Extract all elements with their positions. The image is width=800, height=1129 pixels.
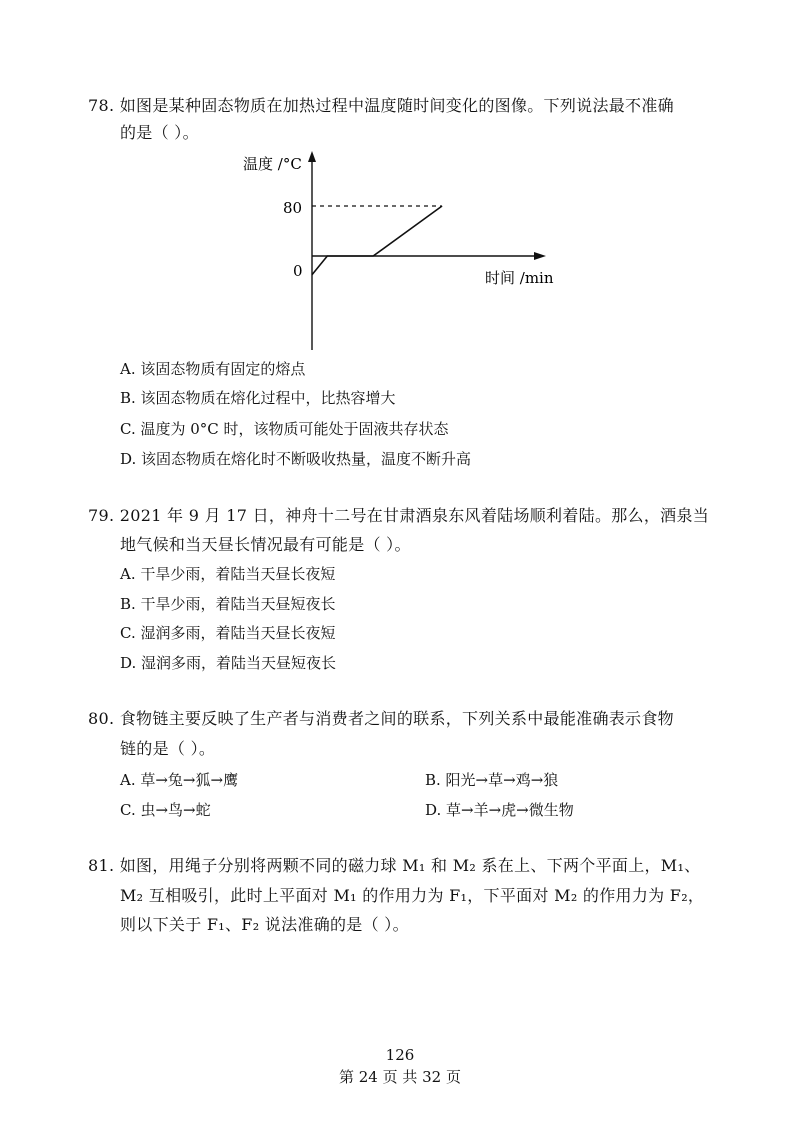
q78-line2: 的是（ ）。 bbox=[120, 123, 199, 142]
q79-number: 79. bbox=[88, 506, 115, 525]
x-axis-arrow-icon bbox=[534, 252, 546, 260]
q79-option-a[interactable]: A. 干旱少雨，着陆当天昼长夜短 bbox=[120, 565, 336, 583]
temperature-curve bbox=[312, 206, 442, 275]
q81-number: 81. bbox=[88, 856, 115, 875]
q81-line3: 则以下关于 F₁、F₂ 说法准确的是（ ）。 bbox=[120, 915, 409, 934]
q78-option-b[interactable]: B. 该固态物质在熔化过程中，比热容增大 bbox=[120, 389, 396, 407]
q78-option-a[interactable]: A. 该固态物质有固定的熔点 bbox=[120, 360, 306, 378]
q79-option-c[interactable]: C. 湿润多雨，着陆当天昼长夜短 bbox=[120, 624, 336, 642]
q79-option-b[interactable]: B. 干旱少雨，着陆当天昼短夜长 bbox=[120, 595, 336, 613]
tick-label-0: 0 bbox=[293, 262, 303, 280]
q79-line1: 79. 2021 年 9 月 17 日，神舟十二号在甘肃酒泉东风着陆场顺利着陆。那么，酒泉当 bbox=[88, 506, 710, 525]
q81-line1: 81. 如图，用绳子分别将两颗不同的磁力球 M₁ 和 M₂ 系在上、下两个平面上，M₁、 bbox=[88, 856, 701, 875]
q80-line1: 80. 食物链主要反映了生产者与消费者之间的联系，下列关系中最能准确表示食物 bbox=[88, 709, 674, 728]
tick-label-80: 80 bbox=[283, 199, 303, 217]
q80-option-a[interactable]: A. 草→兔→狐→鹰 bbox=[120, 771, 239, 789]
q80-line2: 链的是（ ）。 bbox=[120, 739, 216, 758]
q78-number: 78. bbox=[88, 96, 115, 115]
x-axis-label: 时间 /min bbox=[485, 269, 554, 287]
q80-option-d[interactable]: D. 草→羊→虎→微生物 bbox=[425, 801, 574, 819]
temperature-graph bbox=[235, 145, 565, 355]
q80-option-b[interactable]: B. 阳光→草→鸡→狼 bbox=[425, 771, 559, 789]
q80-option-c[interactable]: C. 虫→鸟→蛇 bbox=[120, 801, 211, 819]
q81-line2: M₂ 互相吸引，此时上平面对 M₁ 的作用力为 F₁，下平面对 M₂ 的作用力为 F₂， bbox=[120, 886, 705, 905]
q79-option-d[interactable]: D. 湿润多雨，着陆当天昼短夜长 bbox=[120, 654, 337, 672]
q78-option-d[interactable]: D. 该固态物质在熔化时不断吸收热量，温度不断升高 bbox=[120, 450, 472, 468]
y-axis-label: 温度 /°C bbox=[243, 155, 302, 173]
page-number: 126 bbox=[385, 1046, 415, 1064]
y-axis-arrow-icon bbox=[308, 151, 316, 162]
q79-line2: 地气候和当天昼长情况最有可能是（ ）。 bbox=[120, 535, 411, 554]
q80-number: 80. bbox=[88, 709, 115, 728]
q78-line1: 78. 如图是某种固态物质在加热过程中温度随时间变化的图像。下列说法最不准确 bbox=[88, 96, 674, 115]
q78-option-c[interactable]: C. 温度为 0°C 时，该物质可能处于固液共存状态 bbox=[120, 420, 449, 438]
page-info: 第 24 页 共 32 页 bbox=[338, 1068, 461, 1086]
